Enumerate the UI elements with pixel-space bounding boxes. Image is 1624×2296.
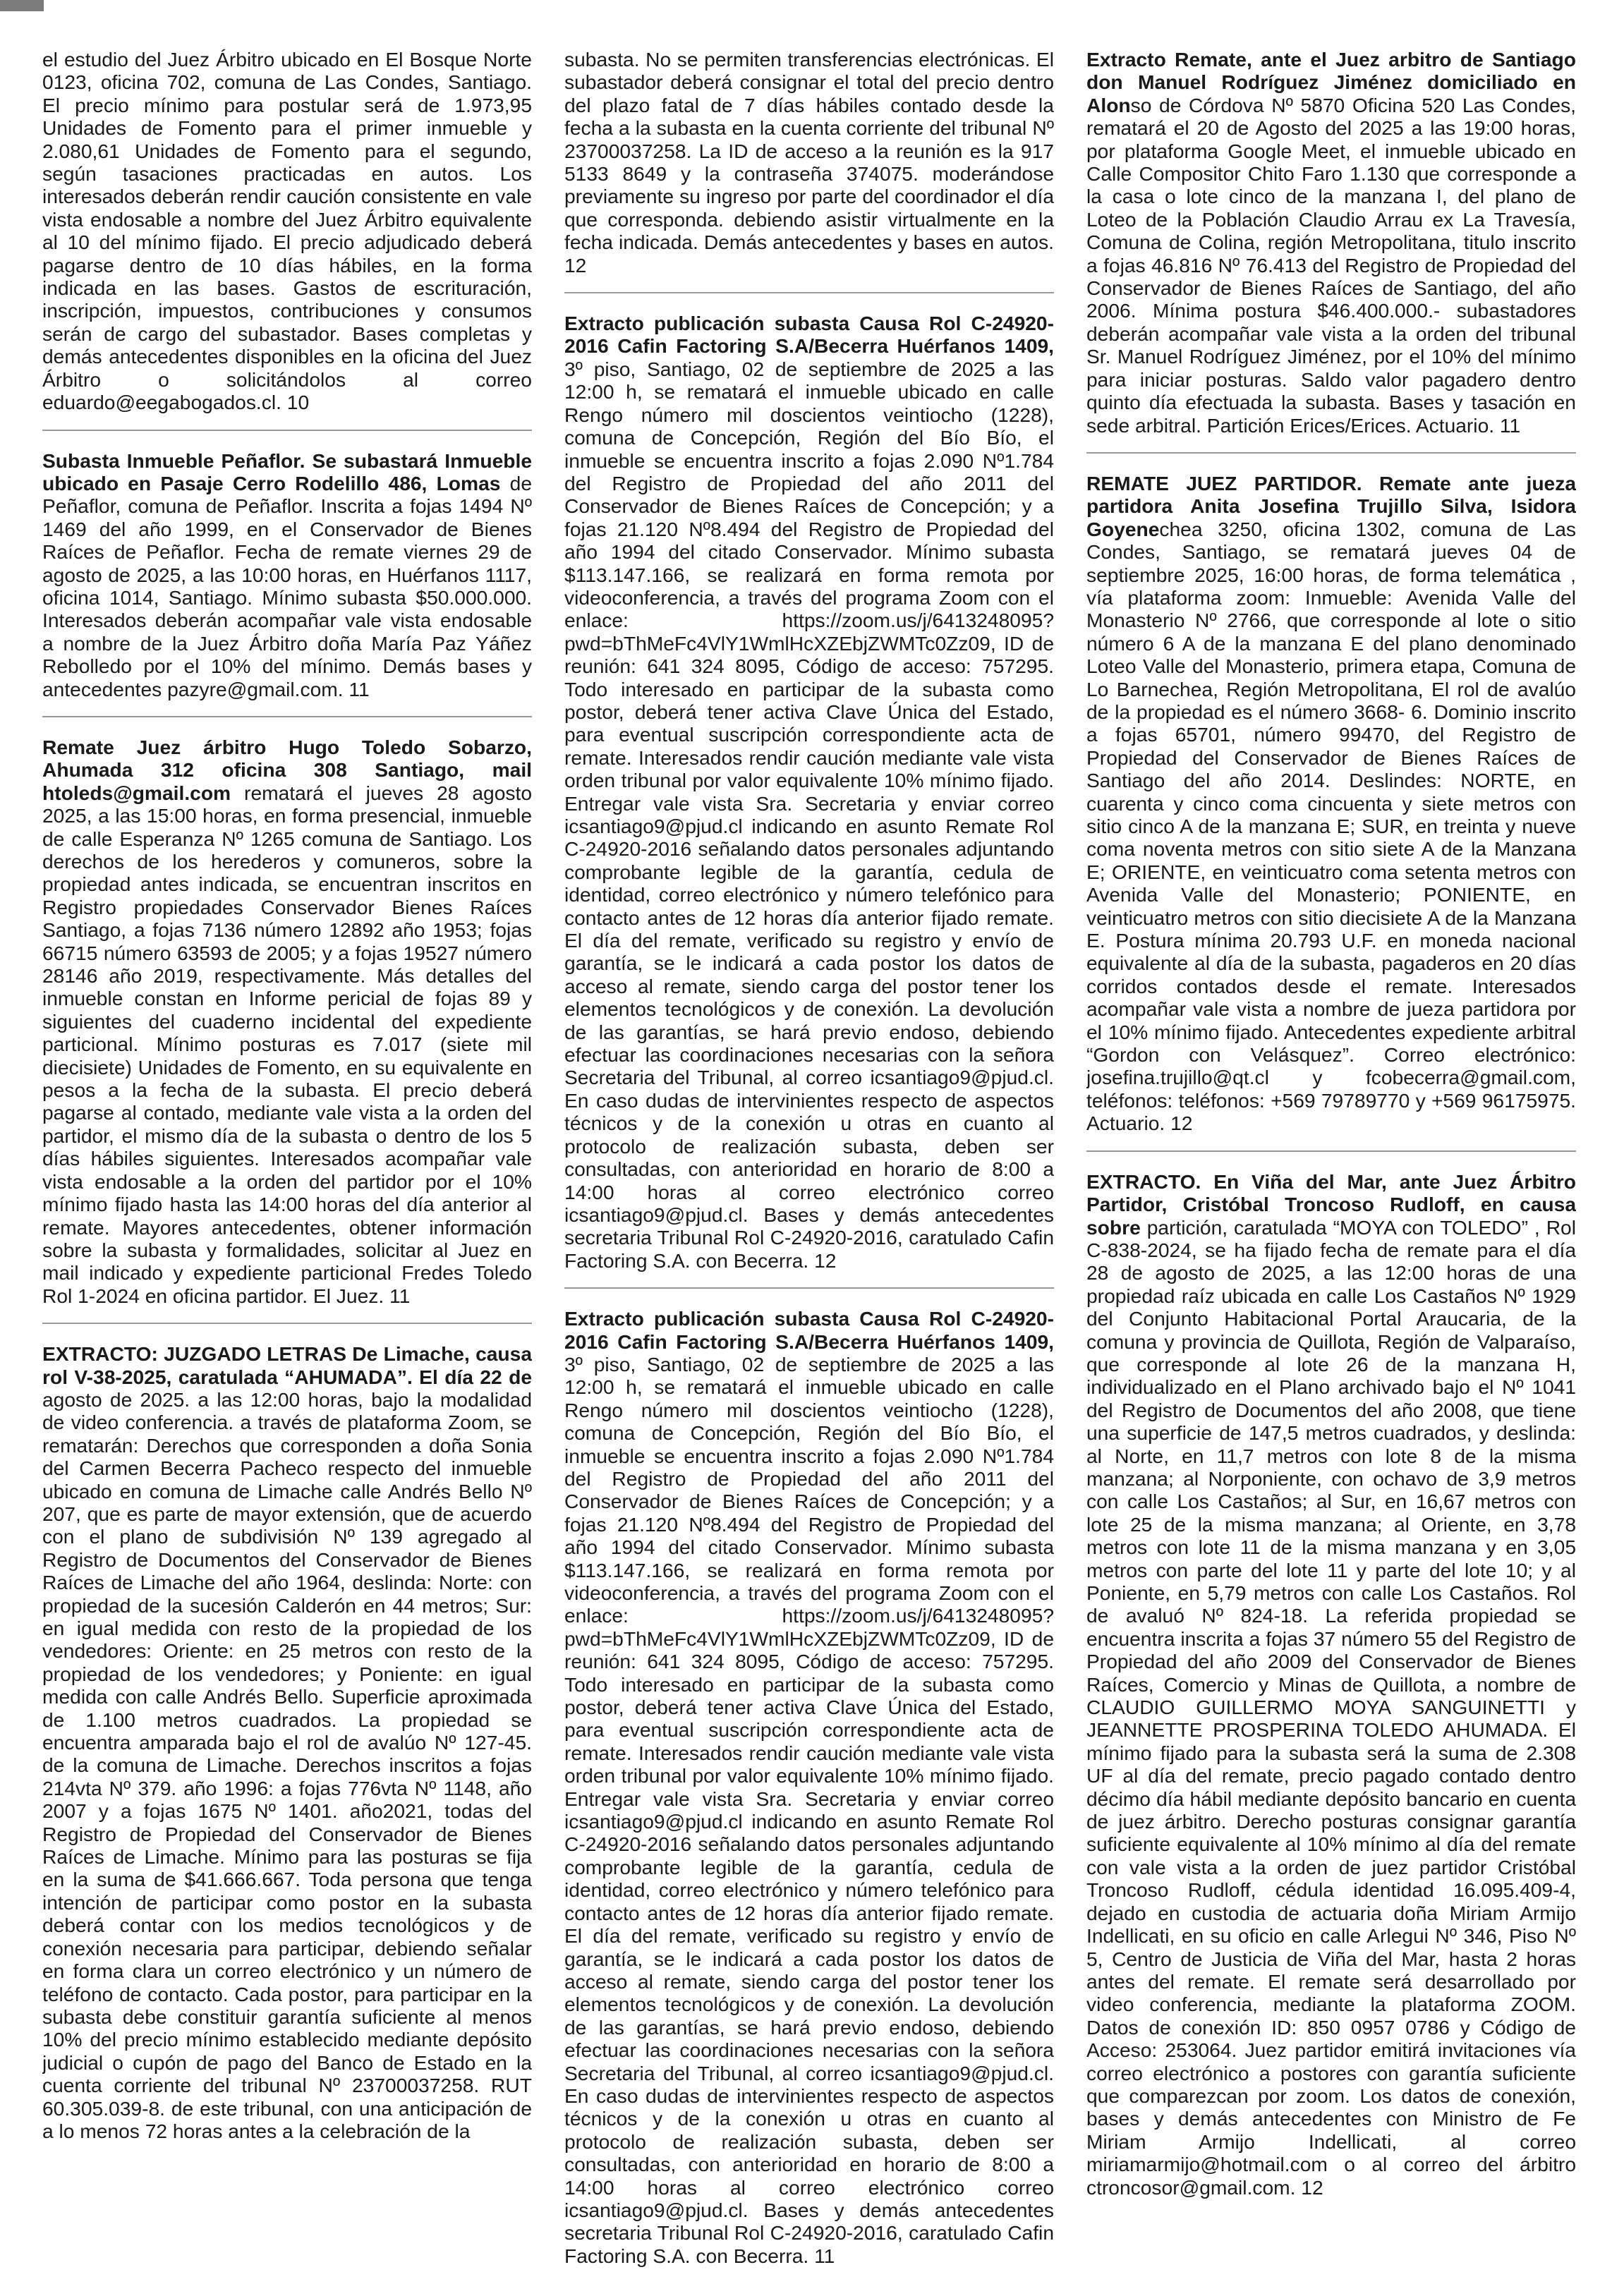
notice-lead: Extracto publicación subasta Causa Rol C-24920-2016 Cafin Factoring S.A/Becerra Huérfanos 1409, (564, 312, 1054, 358)
notice-penaflor (42, 431, 532, 717)
notice-body: subasta. No se permiten transferencias electrónicas. El subastador deberá consignar el total del precio dentro del plazo fatal de 7 días hábiles contado desde la fecha a la subasta en la cuenta corriente del tribunal Nº 23700037258. La ID de acceso a la reunión es la 917 5133 8649 y la contraseña 374075. moderándose previamente su ingreso por parte del coordinador el día que corresponda. debiendo asistir virtualmente en la fecha indicada. Demás antecedentes y bases en autos. 12 (564, 48, 1054, 277)
notice-continuation-el-bosque (42, 44, 532, 431)
notice-body: 3º piso, Santiago, 02 de septiembre de 2025 a las 12:00 h, se rematará el inmueble ubicado en calle Rengo número mil doscientos veintiocho (1228), comuna de Concepción, Región del Bío Bío, el inmueble se encuentra inscrito a fojas 2.090 Nº1.784 del Registro de Propiedad del año 2011 del Conservador de Bienes Raíces de Concepción; y a fojas 21.120 Nº8.494 del Registro de Propiedad del año 1994 del citado Conservador. Mínimo subasta $113.147.166, se realizará en forma remota por videoconferencia, a través del programa Zoom con el enlace: https://zoom.us/j/6413248095?pwd=bThMeFc4VlY1WmlHcXZEbjZWMTc0Zz09, ID de reunión: 641 324 8095, Código de acceso: 757295. Todo interesado en participar de la subasta como postor, deberá tener activa Clave Única del Estado, para eventual suscripción correspondiente acta de remate. Interesados rendir caución mediante vale vista orden tribunal por valor equivalente 10% mínimo fijado. Entregar vale vista Sra. Secretaria y enviar correo icsantiago9@pjud.cl indicando en asunto Remate Rol C-24920-2016 señalando datos personales adjuntando comprobante legible de la garantía, cedula de identidad, correo electrónico y número telefónico para contacto antes de 12 horas día anterior fijado remate. El día del remate, verificado su registro y envío de garantía, se le indicará a cada postor los datos de acceso al remate, siendo carga del postor tener los elementos tecnológicos y de conexión. La devolución de las garantías, se hará previo endoso, debiendo efectuar las coordinaciones necesarias con la señora Secretaria del Tribunal, al correo icsantiago9@pjud.cl. En caso dudas de intervinientes respecto de aspectos técnicos y de la conexión u otras en cuanto al protocolo de realización subasta, deben ser consultadas, con anterioridad en horario de 8:00 a 14:00 horas al correo electrónico correo icsantiago9@pjud.cl. Bases y demás antecedentes secretaria Tribunal Rol C-24920-2016, caratulado Cafin Factoring S.A. con Becerra. 11 (564, 1352, 1054, 2267)
notice-lead: Subasta Inmueble Peñaflor. Se subastará Inmueble ubicado en Pasaje Cerro Rodelillo 486, Lomas (42, 449, 532, 494)
notice-vina-del-mar (1086, 1152, 1576, 2214)
notice-continuation-limache (564, 44, 1054, 293)
notice-cafin-factoring-2 (564, 1289, 1054, 2280)
notice-body: partición, caratulada “MOYA con TOLEDO” , Rol C-838-2024, se ha fijado fecha de remate para el día 28 de agosto de 2025, a las 12:00 horas de una propiedad raíz ubicada en calle Los Castaños Nº 1929 del Conjunto Habitacional Portal Araucaria, de la comuna y provincia de Quillota, Región de Valparaíso, que corresponde al lote 26 de la manzana H, individualizado en el Plano archivado bajo el Nº 1041 del Registro de Documentos del año 2008, que tiene una superficie de 147,5 metros cuadrados, y deslinda: al Norte, en 11,7 metros con lote 8 de la misma manzana; al Norponiente, con ochavo de 3,9 metros con calle Los Castaños; al Sur, en 16,67 metros con lote 25 de la misma manzana; al Oriente, en 3,78 metros con lote 11 de la misma manzana y en 3,05 metros con parte del lote 11 y parte del lote 10; y al Poniente, en 5,79 metros con calle Los Castaños. Rol de avaluó Nº 824-18. La referida propiedad se encuentra inscrita a fojas 37 número 55 del Registro de Propiedad del año 2009 del Conservador de Bienes Raíces, Comercio y Minas de Quillota, a nombre de CLAUDIO GUILLERMO MOYA SANGUINETTI y JEANNETTE PROSPERINA TOLEDO AHUMADA. El mínimo fijado para la subasta será la suma de 2.308 UF al día del remate, precio pagado contado dentro décimo día hábil mediante depósito bancario en cuenta de juez árbitro. Derecho posturas consignar garantía suficiente equivalente al 10% mínimo al día del remate con vale vista a la orden de juez partidor Cristóbal Troncoso Rudloff, cédula identidad 16.095.409-4, dejado en custodia de actuaria doña Miriam Armijo Indellicati, en su oficio en calle Arlegui Nº 346, Piso Nº 5, Centro de Justicia de Viña del Mar, hasta 2 horas antes del remate. El remate será desarrollado por video conferencia, mediante la plataforma ZOOM. Datos de conexión ID: 850 0957 0786 y Código de Acceso: 253064. Juez partidor emitirá invitaciones vía correo electrónico a postores con garantía suficiente que comparezcan por zoom. Los datos de conexión, bases y demás antecedentes con Ministro de Fe Miriam Armijo Indellicati, al correo miriamarmijo@hotmail.com o al correo del árbitro ctroncosor@gmail.com. 12 (1086, 1215, 1576, 2199)
notice-body: chea 3250, oficina 1302, comuna de Las Condes, Santiago, se rematará jueves 04 de septiembre 2025, 16:00 horas, de forma telemática , vía plataforma zoom: Inmueble: Avenida Valle del Monasterio Nº 2766, que corresponde al lote o sitio número 6 A de la manzana E del plano denominado Loteo Valle del Monasterio, primera etapa, Comuna de Lo Barnechea, Región Metropolitana, El rol de avalúo de la propiedad es el número 3668- 6. Dominio inscrito a fojas 65701, número 99470, del Registro de Propiedad del Conservador de Bienes Raíces de Santiago del año 2014. Deslindes: NORTE, en cuarenta y cinco coma cincuenta y siete metros con sitio cinco A de la manzana E; SUR, en treinta y nueve coma noventa metros con sitio siete A de la Manzana E; ORIENTE, en veinticuatro coma setenta metros con Avenida Valle del Monasterio; PONIENTE, en veinticuatro metros con sitio diecisiete A de la Manzana E. Postura mínima 20.793 U.F. en moneda nacional equivalente al día de la subasta, pagaderos en 20 días corridos contados desde el remate. Interesados acompañar vale vista a nombre de jueza partidora por el 10% mínimo fijado. Antecedentes expediente arbitral “Gordon con Velásquez”. Correo electrónico: josefina.trujillo@qt.cl y fcobecerra@gmail.com, teléfonos: teléfonos: +569 79789770 y +569 96175975. Actuario. 12 (1086, 517, 1576, 1135)
notice-body: so de Córdova Nº 5870 Oficina 520 Las Condes, rematará el 20 de Agosto del 2025 a las 19:00 horas, por plataforma Google Meet, el inmueble ubicado en Calle Compositor Chito Faro 1.130 que corresponde a la casa o lote cinco de la manzana I, del plano de Loteo de la Población Claudio Arrau ex La Travesía, Comuna de Colina, región Metropolitana, titulo inscrito a fojas 46.816 Nº 76.413 del Registro de Propiedad del Conservador de Bienes Raíces de Santiago, del año 2006. Mínima postura $46.400.000.- subastadores deberán acompañar vale vista a la orden del tribunal Sr. Manuel Rodríguez Jiménez, por el 10% del mínimo para iniciar posturas. Saldo valor pagadero dentro quinto día efectuada la subasta. Bases y tasación en sede arbitral. Partición Erices/Erices. Actuario. 11 (1086, 93, 1576, 437)
notice-trujillo-silva (1086, 454, 1576, 1152)
column-right (1086, 44, 1576, 2280)
notice-lead: EXTRACTO: JUZGADO LETRAS De Limache, causa rol V-38-2025, caratulada “AHUMADA”. El día 22 de (42, 1342, 532, 1388)
notice-lead: Remate Juez árbitro Hugo Toledo Sobarzo, Ahumada 312 oficina 308 Santiago, mail htoleds@gmail.com (42, 735, 532, 804)
notice-lead: Extracto publicación subasta Causa Rol C-24920-2016 Cafin Factoring S.A/Becerra Huérfanos 1409, (564, 1307, 1054, 1353)
column-middle (564, 44, 1054, 2280)
notice-body: 3º piso, Santiago, 02 de septiembre de 2025 a las 12:00 h, se rematará el inmueble ubicado en calle Rengo número mil doscientos veintiocho (1228), comuna de Concepción, Región del Bío Bío, el inmueble se encuentra inscrito a fojas 2.090 Nº1.784 del Registro de Propiedad del año 2011 del Conservador de Bienes Raíces de Concepción; y a fojas 21.120 Nº8.494 del Registro de Propiedad del año 1994 del citado Conservador. Mínimo subasta $113.147.166, se realizará en forma remota por videoconferencia, a través del programa Zoom con el enlace: https://zoom.us/j/6413248095?pwd=bThMeFc4VlY1WmlHcXZEbjZWMTc0Zz09, ID de reunión: 641 324 8095, Código de acceso: 757295. Todo interesado en participar de la subasta como postor, deberá tener activa Clave Única del Estado, para eventual suscripción correspondiente acta de remate. Interesados rendir caución mediante vale vista orden tribunal por valor equivalente 10% mínimo fijado. Entregar vale vista Sra. Secretaria y enviar correo icsantiago9@pjud.cl indicando en asunto Remate Rol C-24920-2016 señalando datos personales adjuntando comprobante legible de la garantía, cedula de identidad, correo electrónico y número telefónico para contacto antes de 12 horas día anterior fijado remate. El día del remate, verificado su registro y envío de garantía, se le indicará a cada postor los datos de acceso al remate, siendo carga del postor tener los elementos tecnológicos y de conexión. La devolución de las garantías, se hará previo endoso, debiendo efectuar las coordinaciones necesarias con la señora Secretaria del Tribunal, al correo icsantiago9@pjud.cl. En caso dudas de intervinientes respecto de aspectos técnicos y de la conexión u otras en cuanto al protocolo de realización subasta, deben ser consultadas, con anterioridad en horario de 8:00 a 14:00 horas al correo electrónico correo icsantiago9@pjud.cl. Bases y demás antecedentes secretaria Tribunal Rol C-24920-2016, caratulado Cafin Factoring S.A. con Becerra. 12 (564, 357, 1054, 1272)
notice-body: rematará el jueves 28 agosto 2025, a las 15:00 horas, en forma presencial, inmueble de calle Esperanza Nº 1265 comuna de Santiago. Los derechos de los herederos y comuneros, sobre la propiedad antes indicada, se encuentran inscritos en Registro propiedades Conservador Bienes Raíces Santiago, a fojas 7136 número 12892 año 1953; fojas 66715 número 63593 de 2005; y a fojas 19527 número 28146 año 2019, respectivamente. Más detalles del inmueble constan en Informe pericial de fojas 89 y siguientes del cuaderno incidental del expediente particional. Mínimo posturas es 7.017 (siete mil diecisiete) Unidades de Fomento, en su equivalente en pesos a la fecha de la subasta. El precio deberá pagarse al contado, mediante vale vista a la orden del partidor, el mismo día de la subasta o dentro de los 5 días hábiles siguientes. Interesados acompañar vale vista endosable a la orden del partidor por el 10% mínimo fijado hasta las 14:00 horas del día anterior al remate. Mayores antecedentes, obtener información sobre la subasta y formalidades, solicitar al Juez en mail indicado y expediente particional Fredes Toledo Rol 1-2024 en oficina partidor. El Juez. 11 (42, 781, 532, 1307)
page-corner-mark (0, 0, 44, 11)
notice-lead: EXTRACTO. En Viña del Mar, ante Juez Árbitro Partidor, Cristóbal Troncoso Rudloff, en causa sobre (1086, 1170, 1576, 1239)
notice-body: el estudio del Juez Árbitro ubicado en El Bosque Norte 0123, oficina 702, comuna de Las Condes, Santiago. El precio mínimo para postular será de 1.973,95 Unidades de Fomento para el primer inmueble y 2.080,61 Unidades de Fomento para el segundo, según tasaciones practicadas en autos. Los interesados deberán rendir caución consistente en vale vista endosable a nombre del Juez Árbitro equivalente al 10 del mínimo fijado. El precio adjudicado deberá pagarse dentro de 10 días hábiles, en la forma indicada en las bases. Gastos de escrituración, inscripción, impuestos, contribuciones y consumos serán de cargo del subastador. Bases completas y demás antecedentes disponibles en la oficina del Juez Árbitro o solicitándolos al correo eduardo@eegabogados.cl. 10 (42, 48, 532, 414)
notice-lead: Extracto Remate, ante el Juez arbitro de Santiago don Manuel Rodríguez Jiménez domiciliado en Alon (1086, 48, 1576, 116)
notice-body: de Peñaflor, comuna de Peñaflor. Inscrita a fojas 1494 Nº 1469 del año 1999, en el Conservador de Bienes Raíces de Peñaflor. Fecha de remate viernes 29 de agosto de 2025, a las 10:00 horas, en Huérfanos 1117, oficina 1014, Santiago. Mínimo subasta $50.000.000. Interesados deberán acompañar vale vista endosable a nombre de la Juez Árbitro doña María Paz Yáñez Rebolledo por el 10% del mínimo. Demás bases y antecedentes pazyre@gmail.com. 11 (42, 471, 532, 700)
notice-limache (42, 1324, 532, 2158)
notice-cafin-factoring-1 (564, 293, 1054, 1289)
notice-toledo-sobarzo (42, 717, 532, 1324)
notice-body: agosto de 2025. a las 12:00 horas, bajo la modalidad de video conferencia. a través de plataforma Zoom, se rematarán: Derechos que corresponden a doña Sonia del Carmen Becerra Pacheco respecto del inmueble ubicado en comuna de Limache calle Andrés Bello Nº 207, que es parte de mayor extensión, que de acuerdo con el plano de subdivisión Nº 139 agregado al Registro de Documentos del Conservador de Bienes Raíces de Limache del año 1964, deslinda: Norte: con propiedad de la sucesión Calderón en 44 metros; Sur: en igual medida con resto de la propiedad de los vendedores: Oriente: en 25 metros con resto de la propiedad de los vendedores; y Poniente: en igual medida con calle Andrés Bello. Superficie aproximada de 1.100 metros cuadrados. La propiedad se encuentra amparada bajo el rol de avalúo Nº 127-45. de la comuna de Limache. Derechos inscritos a fojas 214vta Nº 379. año 1996: a fojas 776vta Nº 1148, año 2007 y a fojas 1675 Nº 1401. año2021, todas del Registro de Propiedad del Conservador de Bienes Raíces de Limache. Mínimo para las posturas se fija en la suma de $41.666.667. Toda persona que tenga intención de participar como postor en la subasta deberá contar con los medios tecnológicos y de conexión necesaria para participar, debiendo señalar en forma clara un correo electrónico y un número de teléfono de contacto. Cada postor, para participar en la subasta debe constituir garantía suficiente al menos 10% del precio mínimo establecido mediante depósito judicial o cupón de pago del Banco de Estado en la cuenta corriente del tribunal Nº 23700037258. RUT 60.305.039-8. de este tribunal, con una anticipación de a lo menos 72 horas antes a la celebración de la (42, 1387, 532, 2142)
notice-rodriguez-jimenez (1086, 44, 1576, 454)
notice-lead: REMATE JUEZ PARTIDOR. Remate ante jueza partidora Anita Josefina Trujillo Silva, Isidora Goyene (1086, 471, 1576, 540)
column-left (42, 44, 532, 2280)
